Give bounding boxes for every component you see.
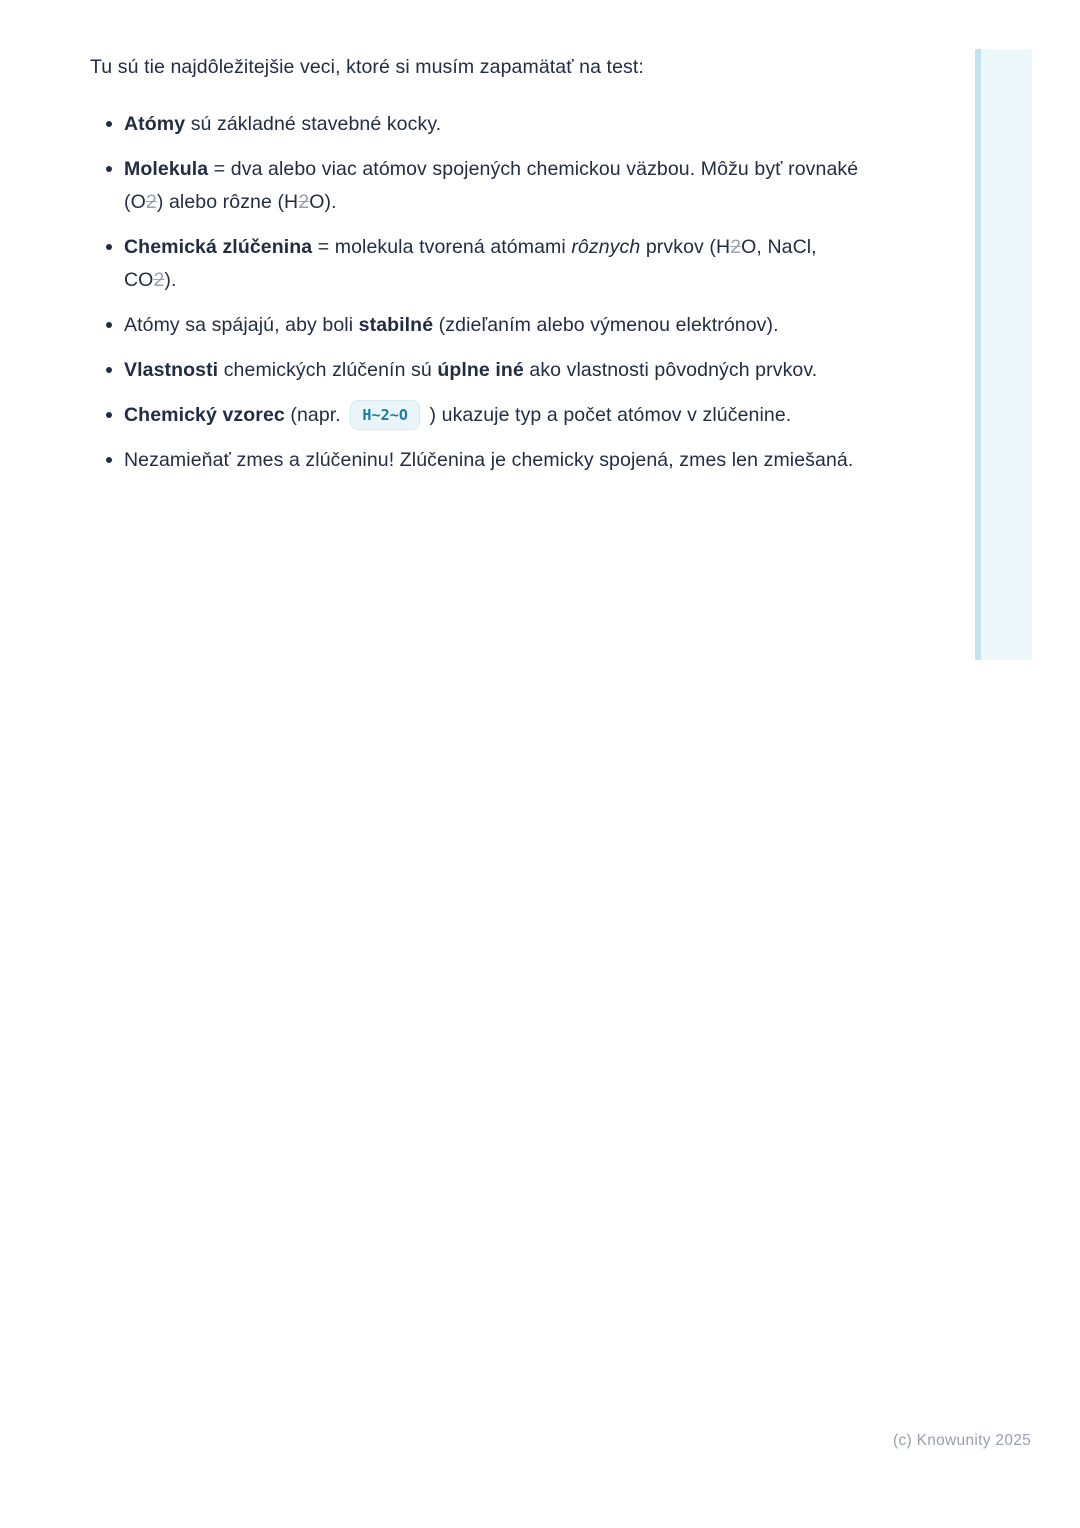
bullet-dot <box>106 166 112 172</box>
side-highlight-bar <box>975 49 1032 660</box>
text-segment: O, NaCl, CO <box>124 236 817 291</box>
text-segment: Chemická zlúčenina <box>124 236 313 258</box>
copyright-footer: (c) Knowunity 2025 <box>893 1432 1032 1449</box>
text-segment: ) ukazuje typ a počet atómov v zlúčenine. <box>424 404 792 426</box>
bullet-dot <box>106 322 112 328</box>
text-segment: Atómy sa spájajú, aby boli <box>124 314 359 336</box>
list-item <box>90 108 872 141</box>
inline-code-chip: H~2~O <box>350 400 420 430</box>
text-segment: 2 <box>153 269 165 291</box>
text-segment: = dva alebo viac atómov spojených chemickou väzbou. Môžu byť rovnaké (O <box>124 158 859 213</box>
bullet-dot <box>106 412 112 418</box>
list-item <box>90 231 872 297</box>
text-segment: ). <box>164 269 177 291</box>
list-item <box>90 444 872 477</box>
text-segment: Atómy <box>124 113 186 135</box>
text-segment: chemických zlúčenín sú <box>218 359 438 381</box>
notes-content <box>90 52 872 489</box>
text-segment: 2 <box>298 191 310 213</box>
text-segment: Chemický vzorec <box>124 404 285 426</box>
text-segment: 2 <box>730 236 742 258</box>
text-segment: sú základné stavebné kocky. <box>185 113 442 135</box>
list-item <box>90 153 872 219</box>
text-segment: Vlastnosti <box>124 359 219 381</box>
text-segment: ) alebo rôzne (H <box>156 191 299 213</box>
intro-paragraph: Tu sú tie najdôležitejšie veci, ktoré si musím zapamätať na test: <box>90 56 644 78</box>
list-item <box>90 354 872 387</box>
bullet-dot <box>106 367 112 373</box>
bullet-dot <box>106 121 112 127</box>
text-segment: rôznych <box>571 236 641 258</box>
bullet-dot <box>106 457 112 463</box>
text-segment: Molekula <box>124 158 209 180</box>
list-item <box>90 399 872 432</box>
text-segment: úplne iné <box>437 359 524 381</box>
text-segment: stabilné <box>358 314 434 336</box>
text-segment: 2 <box>145 191 157 213</box>
text-segment: ako vlastnosti pôvodných prvkov. <box>523 359 818 381</box>
text-segment: (napr. <box>284 404 347 426</box>
bullet-list <box>90 108 872 477</box>
bullet-dot <box>106 244 112 250</box>
text-segment: prvkov (H <box>640 236 731 258</box>
list-item <box>90 309 872 342</box>
text-segment: (zdieľaním alebo výmenou elektrónov). <box>433 314 779 336</box>
text-segment: O). <box>309 191 337 213</box>
text-segment: = molekula tvorená atómami <box>312 236 572 258</box>
text-segment: Nezamieňať zmes a zlúčeninu! Zlúčenina je chemicky spojená, zmes len zmiešaná. <box>124 449 854 471</box>
